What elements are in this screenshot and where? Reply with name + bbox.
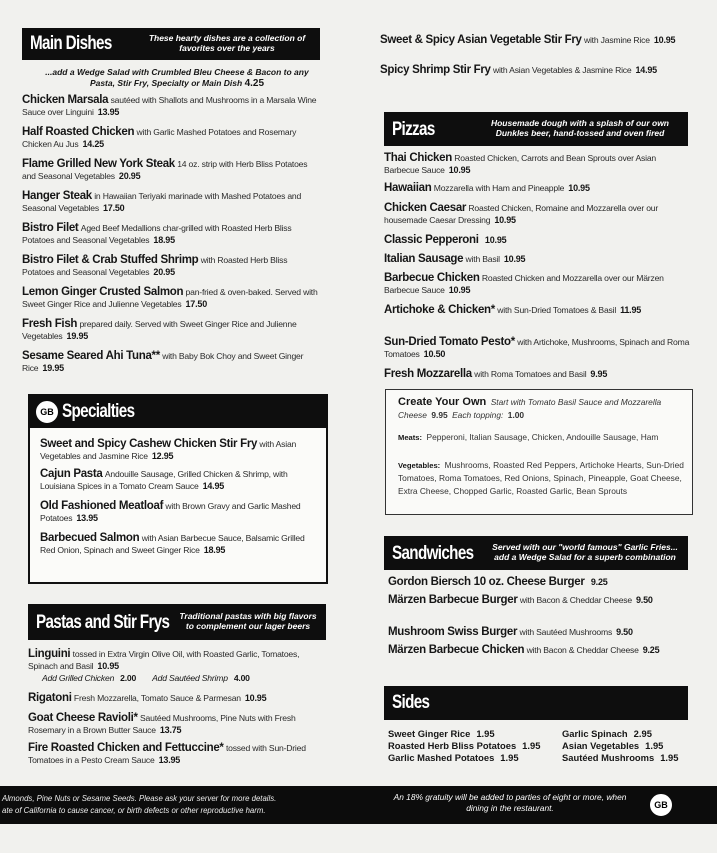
item-price: 12.95 xyxy=(151,451,174,461)
item-description: with Bacon & Cheddar Cheese xyxy=(519,595,632,605)
side-item xyxy=(388,728,558,740)
side-price: 1.95 xyxy=(476,728,495,739)
item-price: 9.50 xyxy=(635,595,653,605)
item-name: Fresh Fish xyxy=(22,318,78,330)
item-name: Classic Pepperoni xyxy=(384,234,479,246)
menu-item xyxy=(22,254,320,278)
item-description: Sautéed Mushrooms, Pine Nuts with Fresh Rosemary in a Brown Butter Sauce xyxy=(28,713,296,735)
item-price: 10.95 xyxy=(448,165,471,175)
pastas-header xyxy=(28,604,326,640)
menu-item xyxy=(22,222,320,246)
section-title: Main Dishes xyxy=(30,33,112,54)
gb-logo-icon: GB xyxy=(36,401,58,423)
item-name: Mushroom Swiss Burger xyxy=(388,626,518,638)
pizzas-header xyxy=(384,112,688,146)
gratuity-note: An 18% gratuity will be added to parties of eight or more, when dining in the restaurant. xyxy=(393,792,627,813)
vegetables-list: Mushrooms, Roasted Red Peppers, Artichoke Hearts, Sun-Dried Tomatoes, Roma Tomatoes, Red Onions, Spinach, Pineapple, Goat Cheese, Extra Cheese, Chopped Garlic, Roasted Garlic, Bean Sprouts xyxy=(398,460,684,496)
menu-item xyxy=(388,594,688,606)
item-description: Mozzarella with Ham and Pineapple xyxy=(433,183,565,193)
item-description: pan-fried & oven-baked. Served with Sweet Ginger Rice and Julienne Vegetables xyxy=(22,287,318,309)
side-name: Asian Vegetables xyxy=(562,740,640,751)
main-dishes-header xyxy=(22,28,320,60)
menu-item xyxy=(384,152,692,176)
item-description: Aged Beef Medallions char-grilled with Roasted Herb Bliss Potatoes and Seasonal Vegetables xyxy=(22,223,292,245)
side-price: 2.95 xyxy=(633,728,652,739)
item-description: with Garlic Mashed Potatoes and Rosemary Chicken Au Jus xyxy=(22,127,297,149)
item-description: Fresh Mozzarella, Tomato Sauce & Parmesan xyxy=(73,693,241,703)
menu-item xyxy=(384,304,692,316)
each-topping-price: 1.00 xyxy=(507,410,525,420)
item-price: 10.95 xyxy=(653,35,676,45)
sandwiches-header xyxy=(384,536,688,570)
wedge-salad-note: ...add a Wedge Salad with Crumbled Bleu Cheese & Bacon to any Pasta, Stir Fry, Specialty or Main Dish 4.25 xyxy=(45,67,309,89)
item-name: Gordon Biersch 10 oz. Cheese Burger xyxy=(388,576,585,588)
section-title: Pastas and Stir Frys xyxy=(36,612,170,633)
item-description: with Baby Bok Choy and Sweet Ginger Rice xyxy=(22,351,304,373)
section-title: Specialties xyxy=(62,401,135,422)
item-description: Roasted Chicken, Romaine and Mozzarella over our housemade Caesar Dressing xyxy=(384,203,659,225)
item-price: 9.25 xyxy=(642,645,660,655)
item-price: 10.95 xyxy=(448,285,471,295)
wedge-salad-price: 4.25 xyxy=(244,78,265,89)
item-price: 13.75 xyxy=(159,725,182,735)
side-name: Garlic Mashed Potatoes xyxy=(388,752,495,763)
item-price: 10.95 xyxy=(494,215,516,225)
item-description: Roasted Chicken, Carrots and Bean Sprouts over Asian Barbecue Sauce xyxy=(384,153,656,175)
side-price: 1.95 xyxy=(522,740,541,751)
menu-item xyxy=(380,34,684,46)
item-name: Chicken Caesar xyxy=(384,202,467,214)
item-name: Barbecued Salmon xyxy=(40,532,140,544)
footer-disclaimer xyxy=(2,793,276,817)
menu-item xyxy=(384,253,692,265)
item-name: Rigatoni xyxy=(28,692,72,704)
item-price: 10.95 xyxy=(568,183,590,193)
side-name: Sweet Ginger Rice xyxy=(388,728,471,739)
menu-item xyxy=(40,438,316,462)
menu-item xyxy=(22,158,320,182)
side-name: Roasted Herb Bliss Potatoes xyxy=(388,740,517,751)
item-description: with Artichoke, Mushrooms, Spinach and Roma Tomatoes xyxy=(384,337,690,359)
gb-logo-icon: GB xyxy=(650,794,672,816)
side-price: 1.95 xyxy=(645,740,664,751)
item-price: 13.95 xyxy=(158,755,181,765)
create-title: Create Your Own xyxy=(398,396,487,408)
menu-item xyxy=(384,182,692,194)
section-tagline: Served with our "world famous" Garlic Fries... add a Wedge Salad for a superb combination xyxy=(492,542,678,562)
item-name: Half Roasted Chicken xyxy=(22,126,135,138)
item-name: Old Fashioned Meatloaf xyxy=(40,500,164,512)
item-price: 14.95 xyxy=(635,65,657,75)
item-name: Cajun Pasta xyxy=(40,468,103,480)
side-price: 1.95 xyxy=(660,752,679,763)
each-topping-label: Each topping: xyxy=(452,410,504,420)
side-item xyxy=(562,740,692,752)
item-price: 10.95 xyxy=(503,254,526,264)
menu-item xyxy=(28,692,326,704)
disclaimer-line-2: ate of California to cause cancer, or birth defects or other reproductive harm. xyxy=(2,806,266,815)
menu-item xyxy=(388,576,688,588)
specialties-header xyxy=(28,394,328,428)
item-description: 14 oz. strip with Herb Bliss Potatoes and Seasonal Vegetables xyxy=(22,159,308,181)
menu-item xyxy=(22,286,320,310)
item-name: Bistro Filet xyxy=(22,222,79,234)
item-description: with Sun-Dried Tomatoes & Basil xyxy=(497,305,617,315)
item-price: 13.95 xyxy=(97,107,120,117)
vegetables-label: Vegetables: xyxy=(398,461,441,470)
item-description: with Roasted Herb Bliss Potatoes and Seasonal Vegetables xyxy=(22,255,288,277)
item-name: Hawaiian xyxy=(384,182,432,194)
footer-bar xyxy=(0,786,717,824)
item-price: 9.50 xyxy=(616,627,633,637)
item-name: Sweet & Spicy Asian Vegetable Stir Fry xyxy=(380,34,582,46)
menu-item xyxy=(384,272,692,296)
item-name: Barbecue Chicken xyxy=(384,272,480,284)
addon-price: 2.00 xyxy=(120,673,137,683)
item-description: with Bacon & Cheddar Cheese xyxy=(526,645,639,655)
menu-item xyxy=(40,468,316,492)
item-price: 10.50 xyxy=(423,349,446,359)
item-description: with Asian Barbecue Sauce, Balsamic Grilled Red Onion, Spinach and Sweet Ginger Rice xyxy=(40,533,305,555)
item-description: Roasted Chicken and Mozzarella over our Märzen Barbecue Sauce xyxy=(384,273,664,295)
section-tagline: Housemade dough with a splash of our own Dunkles beer, hand-tossed and oven fired xyxy=(490,118,670,138)
item-name: Bistro Filet & Crab Stuffed Shrimp xyxy=(22,254,199,266)
side-price: 1.95 xyxy=(500,752,519,763)
item-price: 20.95 xyxy=(153,267,175,277)
side-name: Garlic Spinach xyxy=(562,728,628,739)
item-description: tossed in Extra Virgin Olive Oil, with Roasted Garlic, Tomatoes, Spinach and Basil xyxy=(28,649,300,671)
item-description: with Asian Vegetables & Jasmine Rice xyxy=(492,65,632,75)
sides-header xyxy=(384,686,688,720)
section-tagline: Traditional pastas with big flavors to complement our lager beers xyxy=(179,611,317,631)
section-title: Pizzas xyxy=(392,119,435,140)
item-price: 14.25 xyxy=(82,139,104,149)
menu-item xyxy=(384,368,692,380)
item-name: Fresh Mozzarella xyxy=(384,368,472,380)
addon-label: Add Grilled Chicken xyxy=(42,673,115,683)
item-price: 17.50 xyxy=(185,299,208,309)
item-price: 9.95 xyxy=(590,369,608,379)
menu-item xyxy=(40,500,316,524)
item-description: in Hawaiian Teriyaki marinade with Mashed Potatoes and Seasonal Vegetables xyxy=(22,191,302,213)
item-name: Märzen Barbecue Burger xyxy=(388,594,518,606)
linguini-addons xyxy=(28,672,326,684)
item-price: 9.25 xyxy=(590,577,608,587)
menu-item xyxy=(384,336,692,360)
meats-list: Pepperoni, Italian Sausage, Chicken, Andouille Sausage, Ham xyxy=(426,432,659,442)
item-description: with Jasmine Rice xyxy=(583,35,650,45)
item-name: Linguini xyxy=(28,648,71,660)
section-title: Sandwiches xyxy=(392,543,474,564)
item-price: 10.95 xyxy=(244,693,267,703)
menu-item xyxy=(28,648,326,684)
item-name: Goat Cheese Ravioli* xyxy=(28,712,138,724)
item-name: Spicy Shrimp Stir Fry xyxy=(380,64,491,76)
item-price: 10.95 xyxy=(484,235,507,245)
specialties-box xyxy=(28,394,328,584)
item-description: sautéed with Shallots and Mushrooms in a Marsala Wine Sauce over Linguini xyxy=(22,95,317,117)
item-name: Sweet and Spicy Cashew Chicken Stir Fry xyxy=(40,438,258,450)
create-desc: Start with Tomato Basil Sauce and Mozzarella Cheese xyxy=(398,397,662,420)
item-name: Flame Grilled New York Steak xyxy=(22,158,175,170)
section-title: Sides xyxy=(392,692,430,713)
item-price: 19.95 xyxy=(42,363,64,373)
menu-item xyxy=(384,234,692,246)
sides-right xyxy=(562,728,692,764)
side-item xyxy=(562,728,692,740)
menu-item xyxy=(28,742,326,766)
disclaimer-line-1: Almonds, Pine Nuts or Sesame Seeds. Please ask your server for more details. xyxy=(2,794,277,803)
menu-item xyxy=(22,190,320,214)
item-name: Italian Sausage xyxy=(384,253,464,265)
addon-price: 4.00 xyxy=(233,673,250,683)
item-description: Andouille Sausage, Grilled Chicken & Shrimp, with Louisiana Spices in a Tomato Cream Sauce xyxy=(40,469,288,491)
meats-label: Meats: xyxy=(398,433,423,442)
menu-item xyxy=(22,94,320,118)
item-description: tossed with Sun-Dried Tomatoes in a Pesto Cream Sauce xyxy=(28,743,306,765)
item-price: 19.95 xyxy=(66,331,89,341)
item-name: Sun-Dried Tomato Pesto* xyxy=(384,336,515,348)
item-name: Thai Chicken xyxy=(384,152,452,164)
menu-item xyxy=(22,126,320,150)
create-your-own-box xyxy=(385,389,693,515)
item-price: 14.95 xyxy=(202,481,225,491)
item-name: Chicken Marsala xyxy=(22,94,109,106)
sides-left xyxy=(388,728,558,764)
item-price: 18.95 xyxy=(203,545,226,555)
item-name: Lemon Ginger Crusted Salmon xyxy=(22,286,184,298)
menu-item xyxy=(28,712,326,736)
item-price: 11.95 xyxy=(620,305,642,315)
side-item xyxy=(388,752,558,764)
item-name: Hanger Steak xyxy=(22,190,92,202)
item-name: Fire Roasted Chicken and Fettuccine* xyxy=(28,742,224,754)
section-tagline: These hearty dishes are a collection of favorites over the years xyxy=(148,33,306,53)
menu-item xyxy=(22,350,320,374)
item-price: 17.50 xyxy=(102,203,125,213)
menu-item xyxy=(22,318,320,342)
item-price: 10.95 xyxy=(97,661,119,671)
item-price: 13.95 xyxy=(76,513,98,523)
side-item xyxy=(388,740,558,752)
item-description: prepared daily. Served with Sweet Ginger Rice and Julienne Vegetables xyxy=(22,319,297,341)
menu-item xyxy=(384,202,692,226)
item-price: 20.95 xyxy=(118,171,141,181)
menu-item xyxy=(40,532,316,556)
menu-item xyxy=(388,626,688,638)
item-description: with Roma Tomatoes and Basil xyxy=(474,369,587,379)
item-description: with Brown Gravy and Garlic Mashed Potatoes xyxy=(40,501,301,523)
side-name: Sautéed Mushrooms xyxy=(562,752,655,763)
menu-item xyxy=(380,64,684,76)
item-description: with Asian Vegetables and Jasmine Rice xyxy=(40,439,297,461)
create-price: 9.95 xyxy=(431,410,448,420)
item-description: with Sautéed Mushrooms xyxy=(519,627,613,637)
item-name: Märzen Barbecue Chicken xyxy=(388,644,525,656)
side-item xyxy=(562,752,692,764)
item-name: Artichoke & Chicken* xyxy=(384,304,495,316)
addon-label: Add Sautéed Shrimp xyxy=(152,673,228,683)
item-description: with Basil xyxy=(465,254,500,264)
menu-item xyxy=(388,644,688,656)
item-price: 18.95 xyxy=(153,235,175,245)
item-name: Sesame Seared Ahi Tuna** xyxy=(22,350,160,362)
